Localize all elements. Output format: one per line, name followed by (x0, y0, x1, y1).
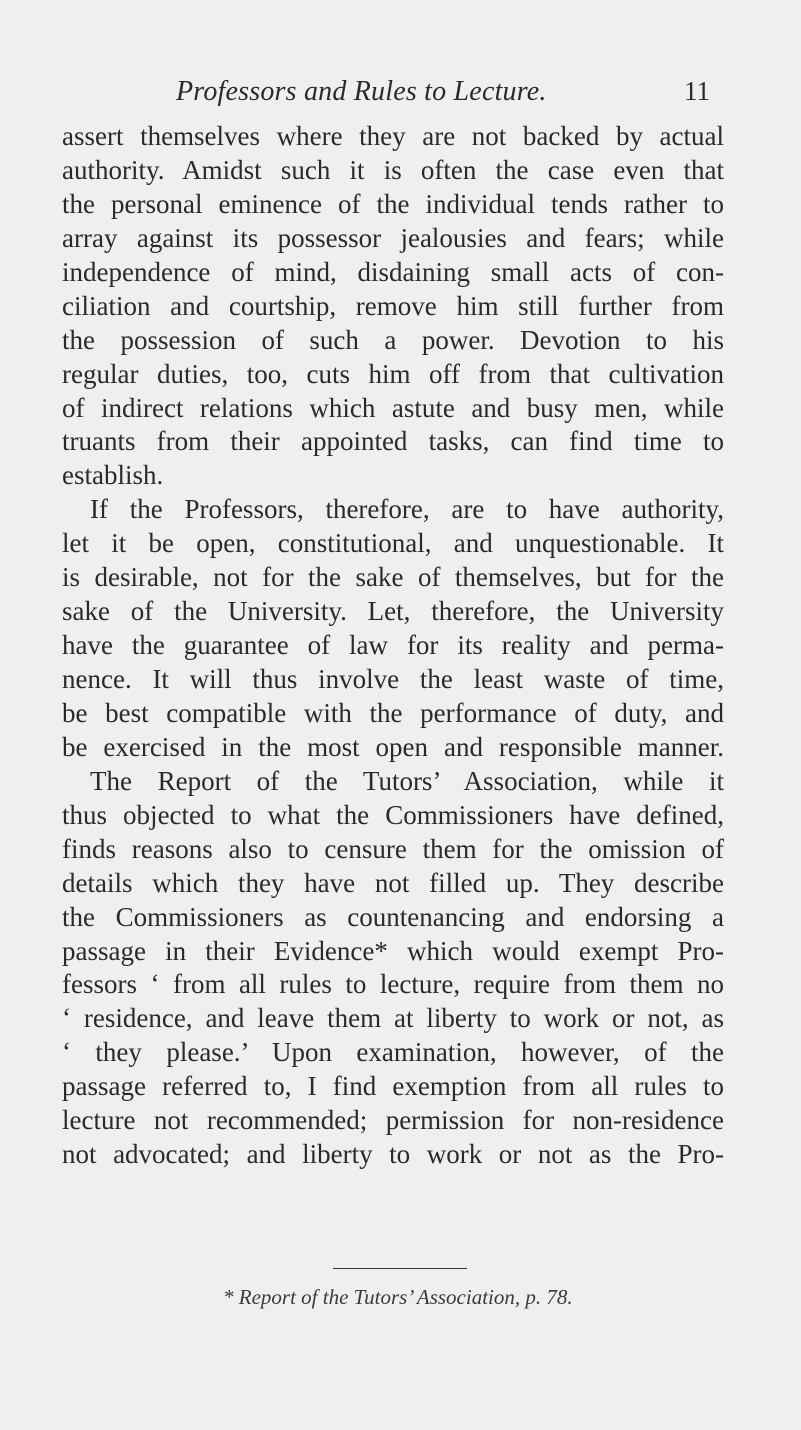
text-line: be best compatible with the performance of duty, and (62, 697, 724, 728)
text-line: ‘ residence, and leave them at liberty to work or not, as (62, 1003, 724, 1034)
text-line: of indirect relations which astute and busy men, while (62, 392, 724, 423)
text-line: finds reasons also to censure them for the omission of (62, 833, 724, 864)
text-line: establish. (62, 460, 164, 491)
text-line: nence. It will thus involve the least waste of time, (62, 664, 724, 694)
text-line: thus objected to what the Commissioners have defined, (62, 799, 724, 830)
text-line: have the guarantee of law for its reality and perma- (62, 630, 724, 661)
text-line: regular duties, too, cuts him off from that cultivation (62, 358, 724, 389)
text-line: The Report of the Tutors’ Association, while it (90, 765, 724, 796)
text-line: passage referred to, I find exemption from all rules to (62, 1071, 724, 1102)
text-line: passage in their Evidence* which would exempt Pro- (62, 935, 724, 966)
text-line: authority. Amidst such it is often the case even that (62, 154, 724, 185)
text-line: the personal eminence of the individual tends rather to (62, 188, 724, 219)
text-line: is desirable, not for the sake of themselves, but for the (62, 562, 724, 593)
text-line: independence of mind, disdaining small acts of con- (62, 256, 724, 287)
text-line: array against its possessor jealousies and fears; while (62, 222, 724, 253)
text-line: the Commissioners as countenancing and endorsing a (62, 901, 724, 932)
text-line: be exercised in the most open and responsible manner. (62, 731, 724, 762)
text-line: lecture not recommended; permission for non-residence (62, 1105, 724, 1136)
footnote: * Report of the Tutors’ Association, p. 78. (223, 1285, 573, 1309)
page-number: 11 (684, 76, 710, 106)
text-line: fessors ‘ from all rules to lecture, require from them no (62, 969, 724, 1000)
text-line: sake of the University. Let, therefore, the University (62, 596, 724, 627)
text-line: details which they have not filled up. They describe (62, 867, 724, 898)
text-line: If the Professors, therefore, are to have authority, (90, 494, 724, 525)
text-line: ‘ they please.’ Upon examination, however, of the (62, 1037, 724, 1068)
running-title: Professors and Rules to Lecture. (176, 76, 547, 107)
text-line: truants from their appointed tasks, can find time to (62, 426, 724, 457)
text-line: assert themselves where they are not backed by actual (62, 121, 724, 151)
body-text (62, 120, 724, 1172)
text-line: the possession of such a power. Devotion to his (62, 324, 724, 355)
footnote-rule (333, 1268, 467, 1269)
text-line: ciliation and courtship, remove him still further from (62, 290, 724, 321)
text-line: let it be open, constitutional, and unquestionable. It (62, 528, 724, 559)
text-line: not advocated; and liberty to work or not as the Pro- (62, 1139, 724, 1170)
